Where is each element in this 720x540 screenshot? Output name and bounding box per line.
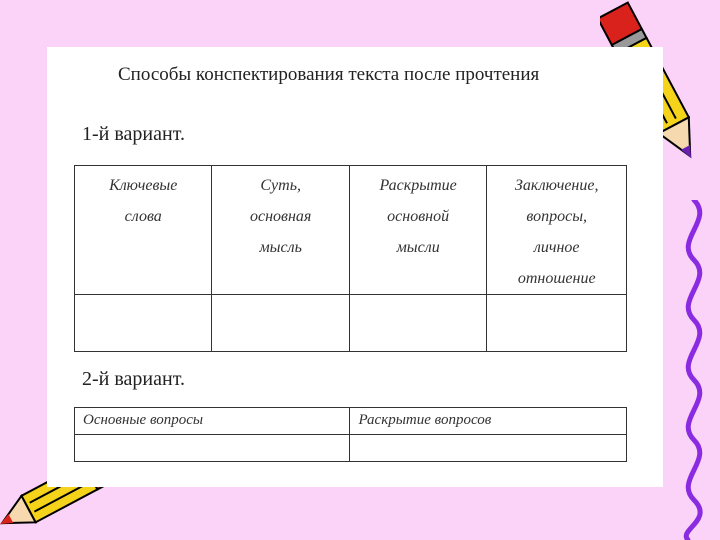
squiggle-decoration [668,200,720,540]
table-header-cell: Суть, основная мысль [212,166,349,295]
table-header-cell: Раскрытие вопросов [350,408,627,435]
table-header-cell: Основные вопросы [75,408,350,435]
variant-1-table [74,165,627,352]
table-header-cell: Заключение, вопросы, личное отношение [487,166,627,295]
table-cell [75,435,350,462]
document-title: Способы конспектирования текста после прочтения [118,64,540,85]
variant-1-heading: 1-й вариант. [82,123,185,145]
variant-2-heading: 2-й вариант. [82,368,185,390]
table-header-cell: Раскрытие основной мысли [349,166,487,295]
table-cell [75,295,212,352]
variant-2-table [74,407,627,462]
table-cell [212,295,349,352]
table-cell [350,435,627,462]
table-header-cell: Ключевые слова [75,166,212,295]
table-cell [349,295,487,352]
table-cell [487,295,627,352]
